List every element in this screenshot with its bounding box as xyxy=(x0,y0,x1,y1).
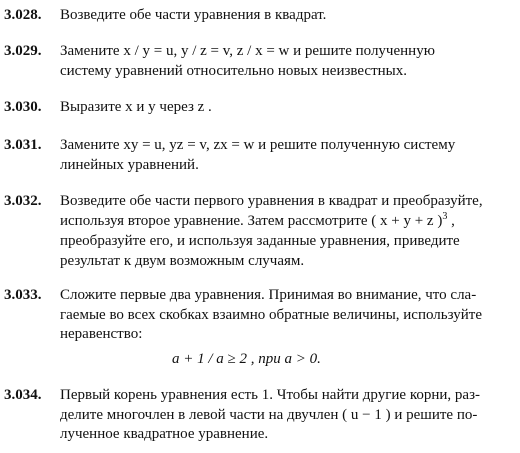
inequality-formula: a + 1 / a ≥ 2 , при a > 0. xyxy=(172,351,321,367)
problem-number: 3.034. xyxy=(4,387,42,403)
text-line: Замените xy = u, yz = v, zx = w и решите полученную систему xyxy=(60,137,456,153)
problem-number: 3.031. xyxy=(4,137,42,153)
text-segment: , xyxy=(447,212,455,229)
text-line: результат к двум возможным случаям. xyxy=(60,252,305,269)
text-line: Возведите обе части первого уравнения в квадрат и преобразуйте, xyxy=(60,193,483,209)
text-line: неравенство: xyxy=(60,326,143,342)
text-line: Первый корень уравнения есть 1. Чтобы найти другие корни, раз- xyxy=(60,387,480,403)
exponent: 3 xyxy=(442,210,448,222)
text-line: систему уравнений относительно новых неизвестных. xyxy=(60,62,407,79)
problem-text xyxy=(60,98,512,118)
text-line: Сложите первые два уравнения. Принимая во внимание, что сла- xyxy=(60,287,477,303)
problem-text xyxy=(60,386,512,445)
problem-number: 3.028. xyxy=(4,7,42,23)
problem-text xyxy=(60,192,512,271)
problem-text xyxy=(60,136,512,175)
text-line: Выразите x и y через z . xyxy=(60,99,212,115)
problem-text xyxy=(60,42,512,81)
problem-number: 3.030. xyxy=(4,99,42,115)
text-line: Замените x / y = u, y / z = v, z / x = w и решите полученную xyxy=(60,43,435,59)
text-line: преобразуйте его, и используя заданные уравнения, приведите xyxy=(60,233,460,249)
problem-text xyxy=(60,286,512,345)
text-segment: используя второе уравнение. Затем рассмотрите ( x + y + z ) xyxy=(60,212,443,229)
text-line: гаемые во всех скобках взаимно обратные величины, используйте xyxy=(60,306,482,323)
problem-number: 3.033. xyxy=(4,287,42,303)
problem-text xyxy=(60,6,512,26)
text-line: линейных уравнений. xyxy=(60,156,199,173)
text-line: лученное квадратное уравнение. xyxy=(60,426,269,442)
problem-number: 3.029. xyxy=(4,43,42,59)
text-line: делите многочлен в левой части на двучлен ( u − 1 ) и решите по- xyxy=(60,406,478,423)
problem-number: 3.032. xyxy=(4,193,42,209)
text-line: Возведите обе части уравнения в квадрат. xyxy=(60,7,327,23)
text-line-with-exponent xyxy=(60,212,512,233)
